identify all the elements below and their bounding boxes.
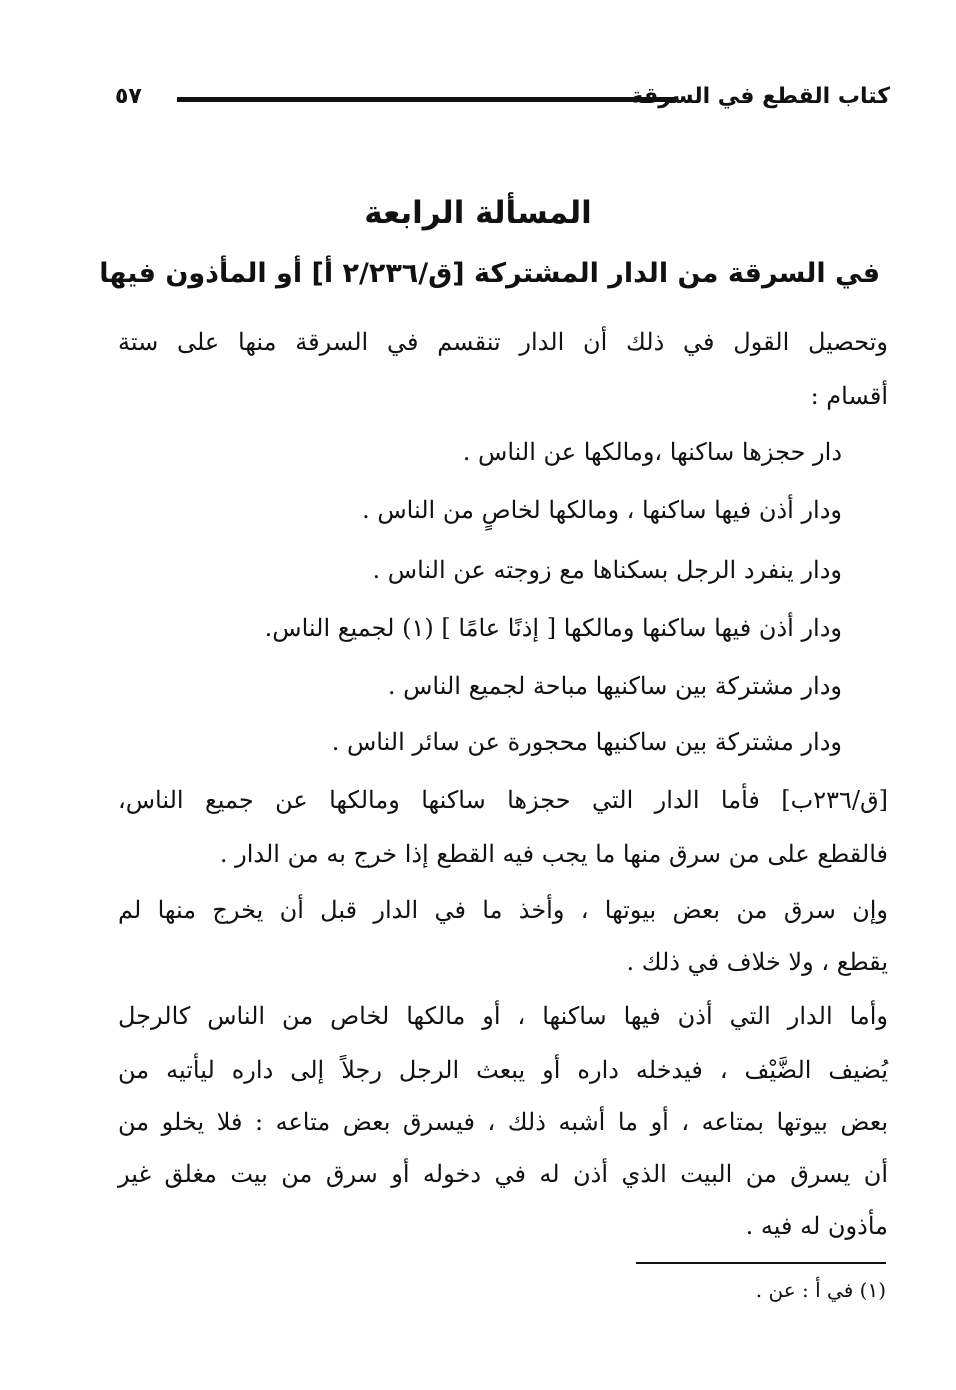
paragraph-line: وتحصيل القول في ذلك أن الدار تنقسم في السرقة منها على ستة xyxy=(118,328,888,356)
paragraph-line: بعض بيوتها بمتاعه ، أو ما أشبه ذلك ، فيسرق بعض متاعه : فلا يخلو من xyxy=(118,1108,888,1136)
footnote: (١) في أ : عن . xyxy=(755,1278,886,1302)
paragraph-line: مأذون له فيه . xyxy=(745,1212,888,1240)
list-item: دار حجزها ساكنها ،ومالكها عن الناس . xyxy=(462,438,842,466)
paragraph-line: وإن سرق من بعض بيوتها ، وأخذ ما في الدار قبل أن يخرج منها لم xyxy=(118,896,888,924)
page-number: ٥٧ xyxy=(115,84,142,109)
footnote-rule xyxy=(636,1262,886,1264)
list-item: ودار مشتركة بين ساكنيها مباحة لجميع الناس . xyxy=(387,672,842,700)
list-item: ودار أذن فيها ساكنها ومالكها [ إذنًا عامًا ] (١) لجميع الناس. xyxy=(264,614,842,642)
list-item: ودار أذن فيها ساكنها ، ومالكها لخاصٍ من الناس . xyxy=(362,496,842,524)
paragraph-line: وأما الدار التي أذن فيها ساكنها ، أو مالكها لخاص من الناس كالرجل xyxy=(118,1002,888,1030)
paragraph-line: يُضيف الضَّيْف ، فيدخله داره أو يبعث الرجل رجلاً إلى داره ليأتيه من xyxy=(118,1056,888,1084)
running-header xyxy=(115,80,890,120)
paragraph-line: [ق/٢٣٦ب] فأما الدار التي حجزها ساكنها ومالكها عن جميع الناس، xyxy=(118,786,888,814)
paragraph-line: فالقطع على من سرق منها ما يجب فيه القطع إذا خرج به من الدار . xyxy=(219,840,888,868)
header-rule xyxy=(177,97,678,102)
book-title: كتاب القطع في السرقة xyxy=(630,84,890,109)
paragraph-line: يقطع ، ولا خلاف في ذلك . xyxy=(626,948,888,976)
paragraph-line: أن يسرق من البيت الذي أذن له في دخوله أو سرق من بيت مغلق غير xyxy=(118,1160,888,1188)
paragraph-line: أقسام : xyxy=(810,382,888,410)
section-title: المسألة الرابعة xyxy=(364,195,592,231)
list-item: ودار ينفرد الرجل بسكناها مع زوجته عن الناس . xyxy=(372,556,842,584)
section-subtitle: في السرقة من الدار المشتركة [ق/٢/٢٣٦ أ] أو المأذون فيها xyxy=(99,258,880,289)
list-item: ودار مشتركة بين ساكنيها محجورة عن سائر الناس . xyxy=(331,728,842,756)
